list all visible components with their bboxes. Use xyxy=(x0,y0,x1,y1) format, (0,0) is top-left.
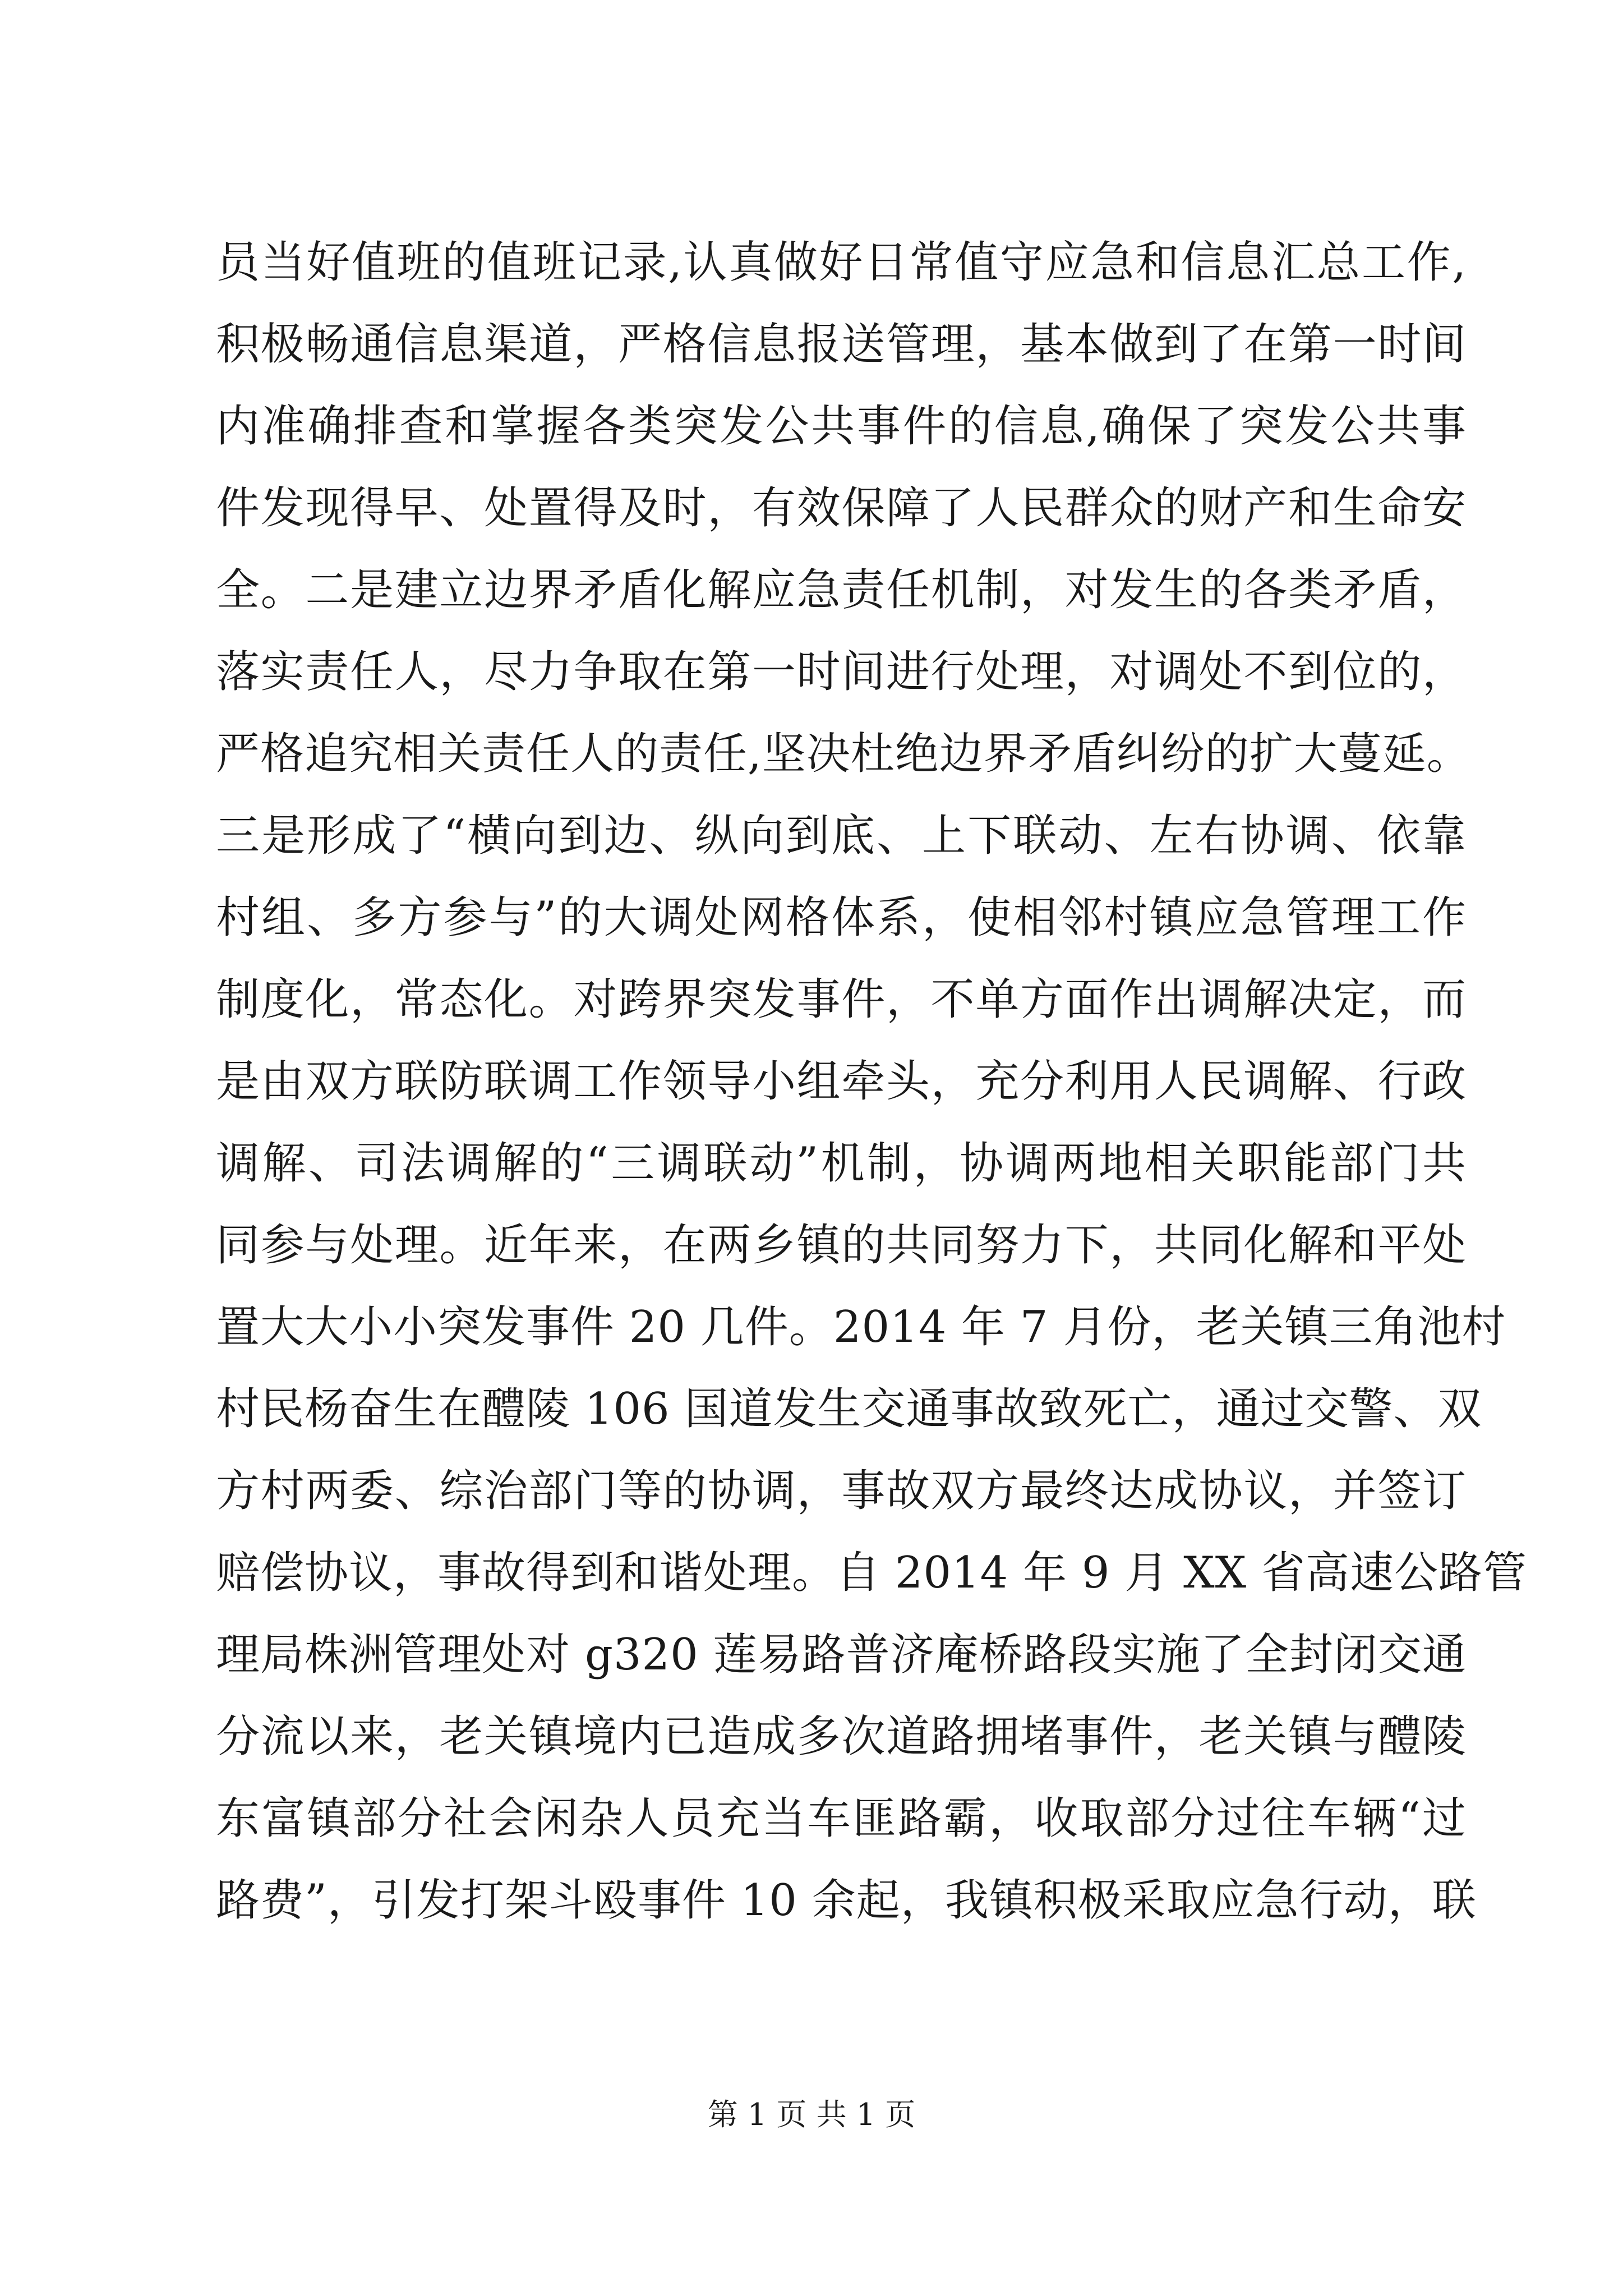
text-line: 落实责任人，尽力争取在第一时间进行处理，对调处不到位的， xyxy=(216,647,1467,697)
page-number-footer: 第 1 页 共 1 页 xyxy=(707,2097,916,2132)
text-line: 制度化，常态化。对跨界突发事件，不单方面作出调解决定，而 xyxy=(216,974,1467,1025)
text-line: 调解、司法调解的“三调联动”机制，协调两地相关职能部门共 xyxy=(216,1138,1467,1189)
text-line: 件发现得早、处置得及时，有效保障了人民群众的财产和生命安 xyxy=(216,483,1467,533)
text-line: 员当好值班的值班记录,认真做好日常值守应急和信息汇总工作, xyxy=(216,237,1467,288)
text-line: 置大大小小突发事件 20 几件。2014 年 7 月份，老关镇三角池村 xyxy=(216,1302,1506,1352)
text-line: 赔偿协议，事故得到和谐处理。自 2014 年 9 月 XX 省高速公路管 xyxy=(216,1548,1527,1598)
text-line: 东富镇部分社会闲杂人员充当车匪路霸，收取部分过往车辆“过 xyxy=(216,1793,1467,1844)
document-body xyxy=(216,222,1527,1941)
text-line: 是由双方联防联调工作领导小组牵头，充分利用人民调解、行政 xyxy=(216,1056,1467,1107)
text-line: 三是形成了“横向到边、纵向到底、上下联动、左右协调、依靠 xyxy=(216,811,1467,861)
text-line: 路费”，引发打架斗殴事件 10 余起，我镇积极采取应急行动，联 xyxy=(216,1875,1477,1926)
text-line: 积极畅通信息渠道，严格信息报送管理，基本做到了在第一时间 xyxy=(216,319,1467,370)
text-line: 内准确排查和掌握各类突发公共事件的信息,确保了突发公共事 xyxy=(216,401,1467,452)
text-line: 全。二是建立边界矛盾化解应急责任机制，对发生的各类矛盾， xyxy=(216,565,1467,615)
text-line: 村组、多方参与”的大调处网格体系，使相邻村镇应急管理工作 xyxy=(216,892,1467,943)
text-line: 理局株洲管理处对 g320 莲易路普济庵桥路段实施了全封闭交通 xyxy=(216,1630,1467,1680)
text-line: 村民杨奋生在醴陵 106 国道发生交通事故致死亡，通过交警、双 xyxy=(216,1384,1482,1434)
text-line: 方村两委、综治部门等的协调，事故双方最终达成协议，并签订 xyxy=(216,1466,1467,1516)
text-line: 严格追究相关责任人的责任,坚决杜绝边界矛盾纠纷的扩大蔓延。 xyxy=(216,729,1471,779)
text-line: 同参与处理。近年来，在两乡镇的共同努力下，共同化解和平处 xyxy=(216,1220,1467,1271)
text-line: 分流以来，老关镇境内已造成多次道路拥堵事件，老关镇与醴陵 xyxy=(216,1711,1467,1762)
